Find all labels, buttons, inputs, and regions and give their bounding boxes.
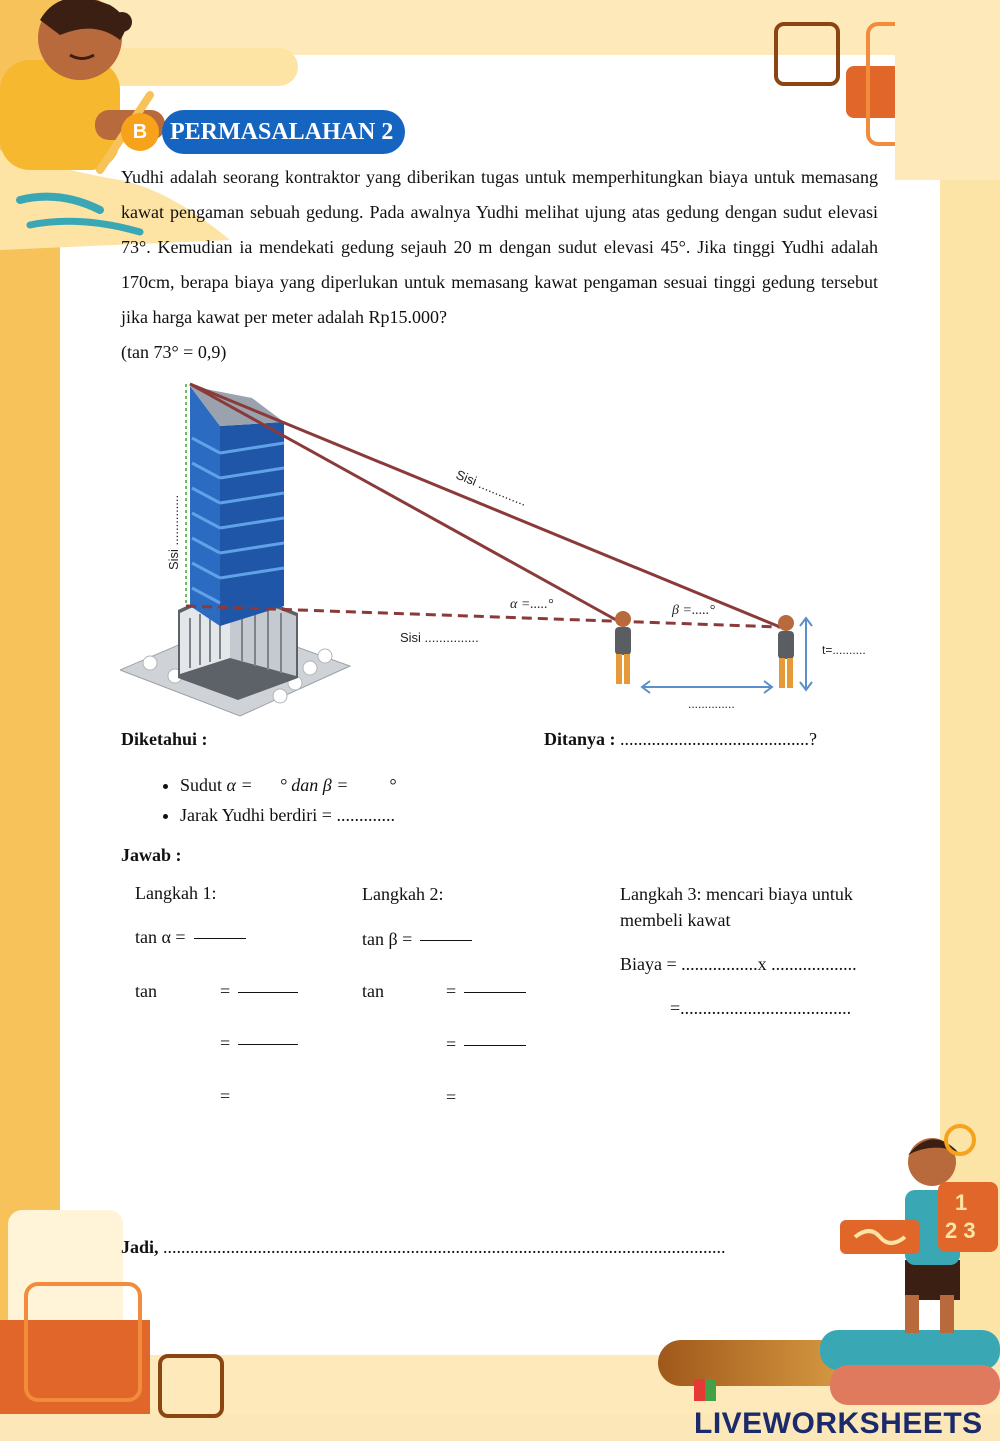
known-distance[interactable]: • Jarak Yudhi berdiri = .............: [180, 800, 396, 830]
asked-row: [544, 729, 817, 750]
label-beta: β =.....°: [672, 603, 716, 618]
asked-blank[interactable]: ..........................................?: [620, 729, 817, 749]
step2-fraction-line[interactable]: [420, 940, 472, 941]
bottom-square-outline: [158, 1354, 224, 1418]
step3-title: Langkah 3: mencari biaya untuk membeli kawat: [620, 884, 853, 930]
angle-formula[interactable]: α = ° dan β = °: [226, 775, 397, 795]
angle-prefix: Sudut: [180, 775, 223, 795]
step1-row3: [220, 1033, 298, 1054]
step1-eq-3: =: [220, 1033, 231, 1053]
known-label: Diketahui :: [121, 729, 208, 749]
distance-arrow: [642, 681, 772, 693]
liveworksheets-logo[interactable]: [694, 1373, 1000, 1441]
label-sisi-vertical: Sisi ..............: [166, 494, 181, 570]
step2-row1: [362, 929, 472, 950]
asked-label: Ditanya :: [544, 729, 616, 749]
problem-statement: [121, 160, 878, 370]
elevation-diagram: [120, 378, 890, 720]
step1-row1: [135, 927, 246, 948]
step3-biaya[interactable]: Biaya = .................x ...................: [620, 954, 857, 974]
step2-tan: tan: [362, 981, 384, 1001]
label-alpha: α =.....°: [510, 597, 554, 612]
known-list: [150, 770, 396, 830]
person-far-icon: [778, 615, 794, 688]
step1-fraction-line[interactable]: [194, 938, 246, 939]
svg-text:1: 1: [955, 1190, 968, 1215]
step2-row3: [446, 1034, 526, 1055]
logo-text: LIVEWORKSHEETS: [694, 1407, 983, 1440]
step3-result[interactable]: =......................................: [670, 998, 852, 1018]
person-near-icon: [615, 611, 631, 684]
step2-fraction-line-3[interactable]: [464, 1045, 526, 1046]
step2-eq-4: =: [446, 1087, 457, 1107]
liveworksheets-logo-icon: [694, 1379, 716, 1401]
step1-tan-alpha: tan α =: [135, 927, 186, 947]
conclusion-label: Jadi,: [121, 1237, 159, 1257]
step1-title: Langkah 1:: [135, 883, 217, 903]
height-arrow: [800, 618, 812, 690]
label-sisi-base: Sisi ...............: [400, 630, 479, 645]
known-angles: [180, 770, 396, 800]
label-height-t: t=..........: [822, 643, 866, 657]
boy-on-books-illustration: [820, 1120, 1000, 1414]
problem-hint: (tan 73° = 0,9): [121, 342, 227, 362]
step1-tan: tan: [135, 981, 157, 1001]
label-distance: ..............: [688, 697, 735, 711]
step1-eq-4: =: [220, 1086, 231, 1106]
square-outline-decoration: [774, 22, 840, 86]
step2-eq-2: =: [446, 981, 457, 1001]
step2-row2: [446, 981, 526, 1002]
step2-fraction-line-2[interactable]: [464, 992, 526, 993]
step2-eq-3: =: [446, 1034, 457, 1054]
section-badge: B: [121, 113, 159, 151]
section-title: PERMASALAHAN 2: [162, 110, 405, 154]
step1-row2: [220, 981, 298, 1002]
conclusion-row: [121, 1237, 726, 1258]
step1-fraction-line-2[interactable]: [238, 992, 298, 993]
svg-text:2 3: 2 3: [945, 1218, 976, 1243]
conclusion-blank[interactable]: .............................................................................................................................: [163, 1237, 726, 1257]
step2-title: Langkah 2:: [362, 884, 444, 904]
answer-label: Jawab :: [121, 845, 182, 865]
cream-block-decoration: [895, 0, 1000, 180]
step1-eq-2: =: [220, 981, 231, 1001]
label-sisi-hypotenuse: Sisi ..............: [453, 466, 530, 509]
problem-text: Yudhi adalah seorang kontraktor yang diberikan tugas untuk memperhitungkan biaya untuk memasang kawat pengaman sebuah gedung. Pada awalnya Yudhi melihat ujung atas gedung dengan sudut elevasi 73°. Kemudian ia mendekati gedung sejauh 20 m dengan sudut elevasi 45°. Jika tinggi Yudhi adalah 170cm, berapa biaya yang diperlukan untuk memasang kawat pengaman sesuai tinggi gedung tersebut jika harga kawat per meter adalah Rp15.000?: [121, 167, 878, 327]
step2-tan-beta: tan β =: [362, 929, 413, 949]
step1-fraction-line-3[interactable]: [238, 1044, 298, 1045]
bottom-left-outline: [24, 1282, 142, 1402]
